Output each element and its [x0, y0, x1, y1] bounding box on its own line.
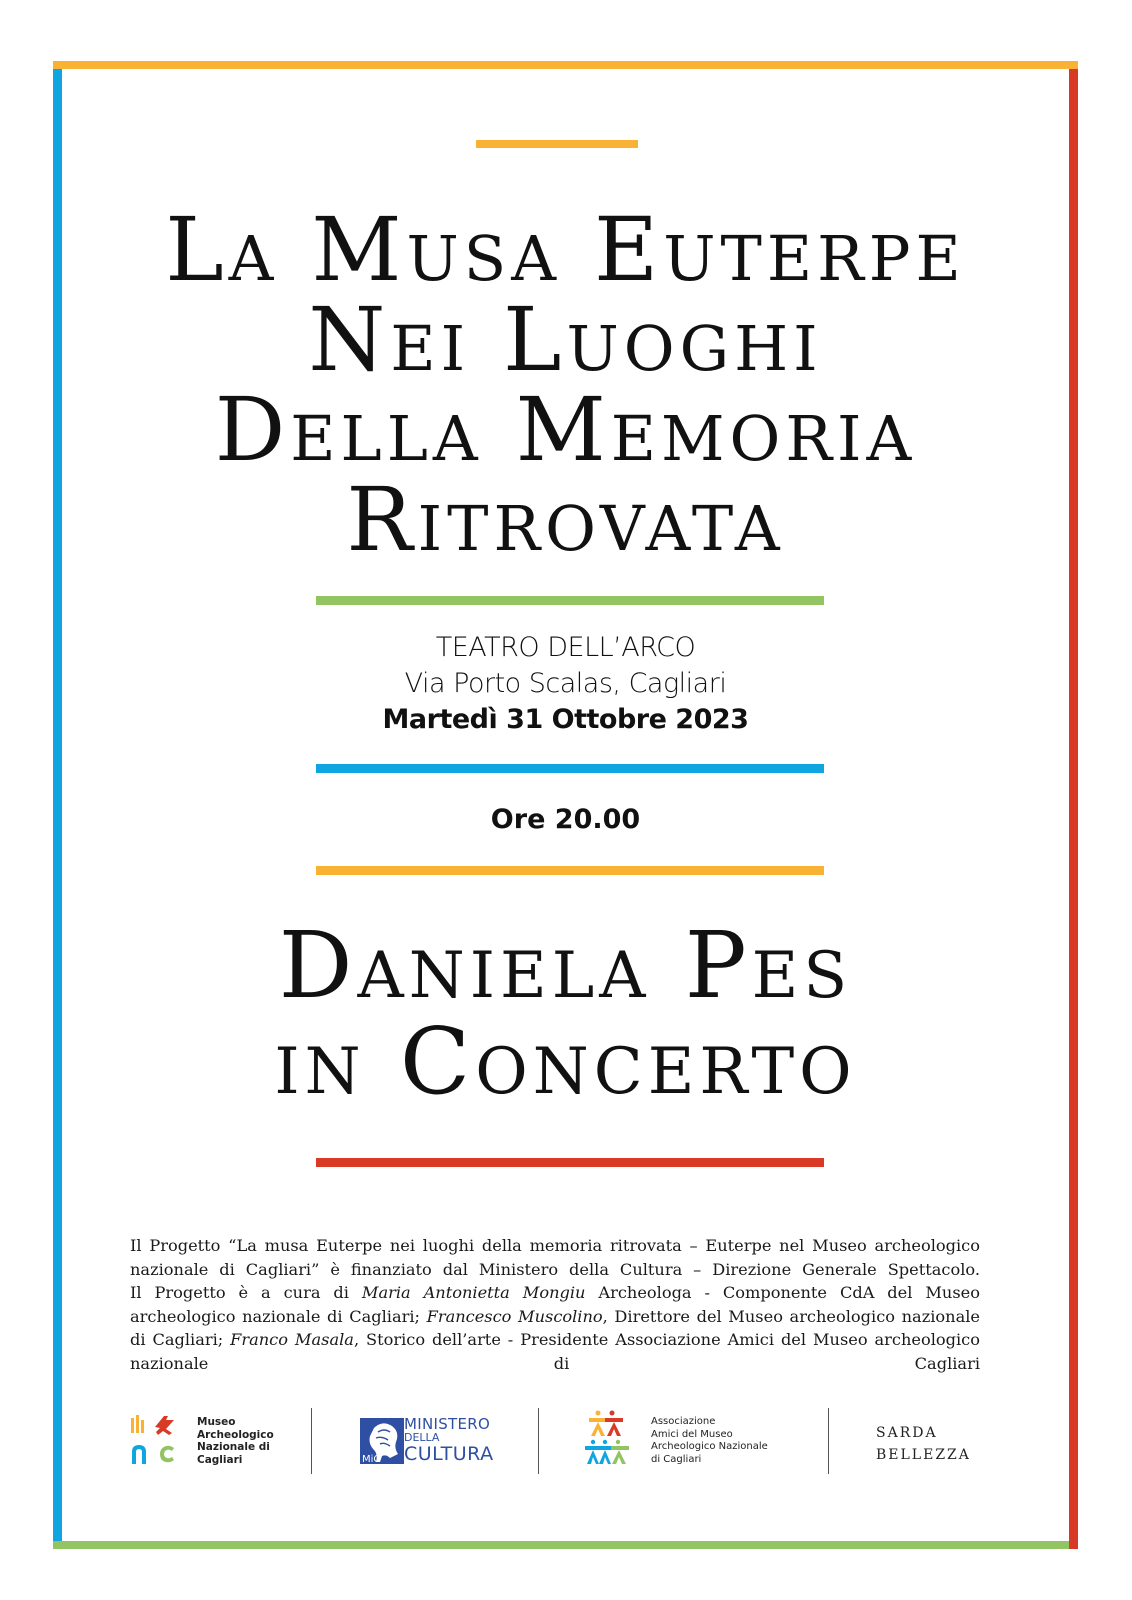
venue-address: Via Porto Scalas, Cagliari: [404, 668, 727, 699]
divider-orange-short: [476, 140, 638, 148]
event-title-line: Nei Luoghi: [308, 288, 823, 391]
amici-logo-line: di Cagliari: [651, 1453, 702, 1465]
frame-bottom-border: [53, 1541, 1069, 1549]
curators-text: , Direttore del Museo archeologico nazionale di Cagliari;: [130, 1306, 980, 1349]
curators-paragraph: [130, 1281, 980, 1375]
logo-ministero-cultura: [360, 1416, 500, 1468]
event-date: Martedì 31 Ottobre 2023: [382, 704, 749, 735]
mnc-logo-line: Archeologico: [197, 1428, 274, 1441]
frame-left-border: [53, 69, 62, 1541]
artist-title-line: in Concerto: [274, 1008, 857, 1115]
divider-red: [316, 1158, 824, 1167]
artist-title: [62, 912, 1069, 1115]
divider-blue: [316, 764, 824, 773]
mnc-logo-line: Cagliari: [197, 1453, 243, 1466]
mnc-logo-line: Nazionale di: [197, 1441, 270, 1453]
curator-name: Franco Masala: [230, 1330, 354, 1349]
divider-green: [316, 596, 824, 605]
sarda-logo-line: BELLEZZA: [876, 1447, 971, 1463]
venue-name: TEATRO DELL’ARCO: [435, 632, 696, 663]
amici-figures-icon: [585, 1410, 631, 1466]
divider-orange: [316, 866, 824, 875]
event-title-line: Della Memoria: [214, 378, 917, 481]
amici-logo-line: Amici del Museo: [651, 1428, 733, 1440]
mnc-logo-line: Museo: [197, 1416, 236, 1428]
svg-text:MiC: MiC: [362, 1454, 381, 1464]
logo-museo-archeologico: [130, 1414, 290, 1474]
logo-separator: [311, 1408, 312, 1474]
event-title: [62, 198, 1069, 571]
curators-text: Archeologa - Componente CdA del Museo archeologico nazionale di Cagliari;: [130, 1283, 980, 1326]
mic-logo-line: CULTURA: [404, 1443, 494, 1465]
amici-logo-line: Associazione: [651, 1416, 716, 1427]
amici-logo-line: Archeologico Nazionale: [651, 1441, 768, 1452]
mic-logo-line: MINISTERO: [404, 1415, 491, 1433]
curator-name: Francesco Muscolino: [426, 1306, 603, 1326]
frame-top-border: [53, 61, 1078, 69]
frame-right-border: [1069, 69, 1078, 1549]
mnc-logo-text: [197, 1416, 274, 1466]
logo-separator: [828, 1408, 829, 1474]
mic-logo-line: DELLA: [404, 1431, 440, 1444]
mic-logo-text: [404, 1416, 494, 1464]
event-title-line: Ritrovata: [346, 468, 785, 571]
event-title-line: La Musa Euterpe: [165, 198, 966, 301]
project-description: [130, 1234, 980, 1375]
logo-associazione-amici: [585, 1410, 805, 1470]
artist-title-line: Daniela Pes: [278, 912, 853, 1019]
curator-name: Maria Antonietta Mongiu: [361, 1283, 586, 1302]
mic-head-icon: [360, 1418, 404, 1464]
curators-text: , Storico dell’arte - Presidente Associazione Amici del Museo archeologico nazionale di Cagliari: [130, 1330, 980, 1373]
partner-logos: [120, 1400, 1000, 1490]
curators-text: Il Progetto è a cura di: [130, 1283, 362, 1302]
funding-paragraph: Il Progetto “La musa Euterpe nei luoghi della memoria ritrovata – Euterpe nel Museo archeologico nazionale di Cagliari” è finanziato dal Ministero della Cultura – Direzione Generale Spettacolo.: [130, 1236, 980, 1279]
amici-logo-text: [651, 1416, 768, 1466]
mnc-logo-icon: [130, 1414, 186, 1466]
sarda-logo-line: SARDA: [876, 1425, 938, 1441]
logo-sarda-bellezza: [876, 1422, 971, 1466]
venue-block: [62, 630, 1069, 738]
event-time: Ore 20.00: [490, 804, 641, 835]
logo-separator: [538, 1408, 539, 1474]
